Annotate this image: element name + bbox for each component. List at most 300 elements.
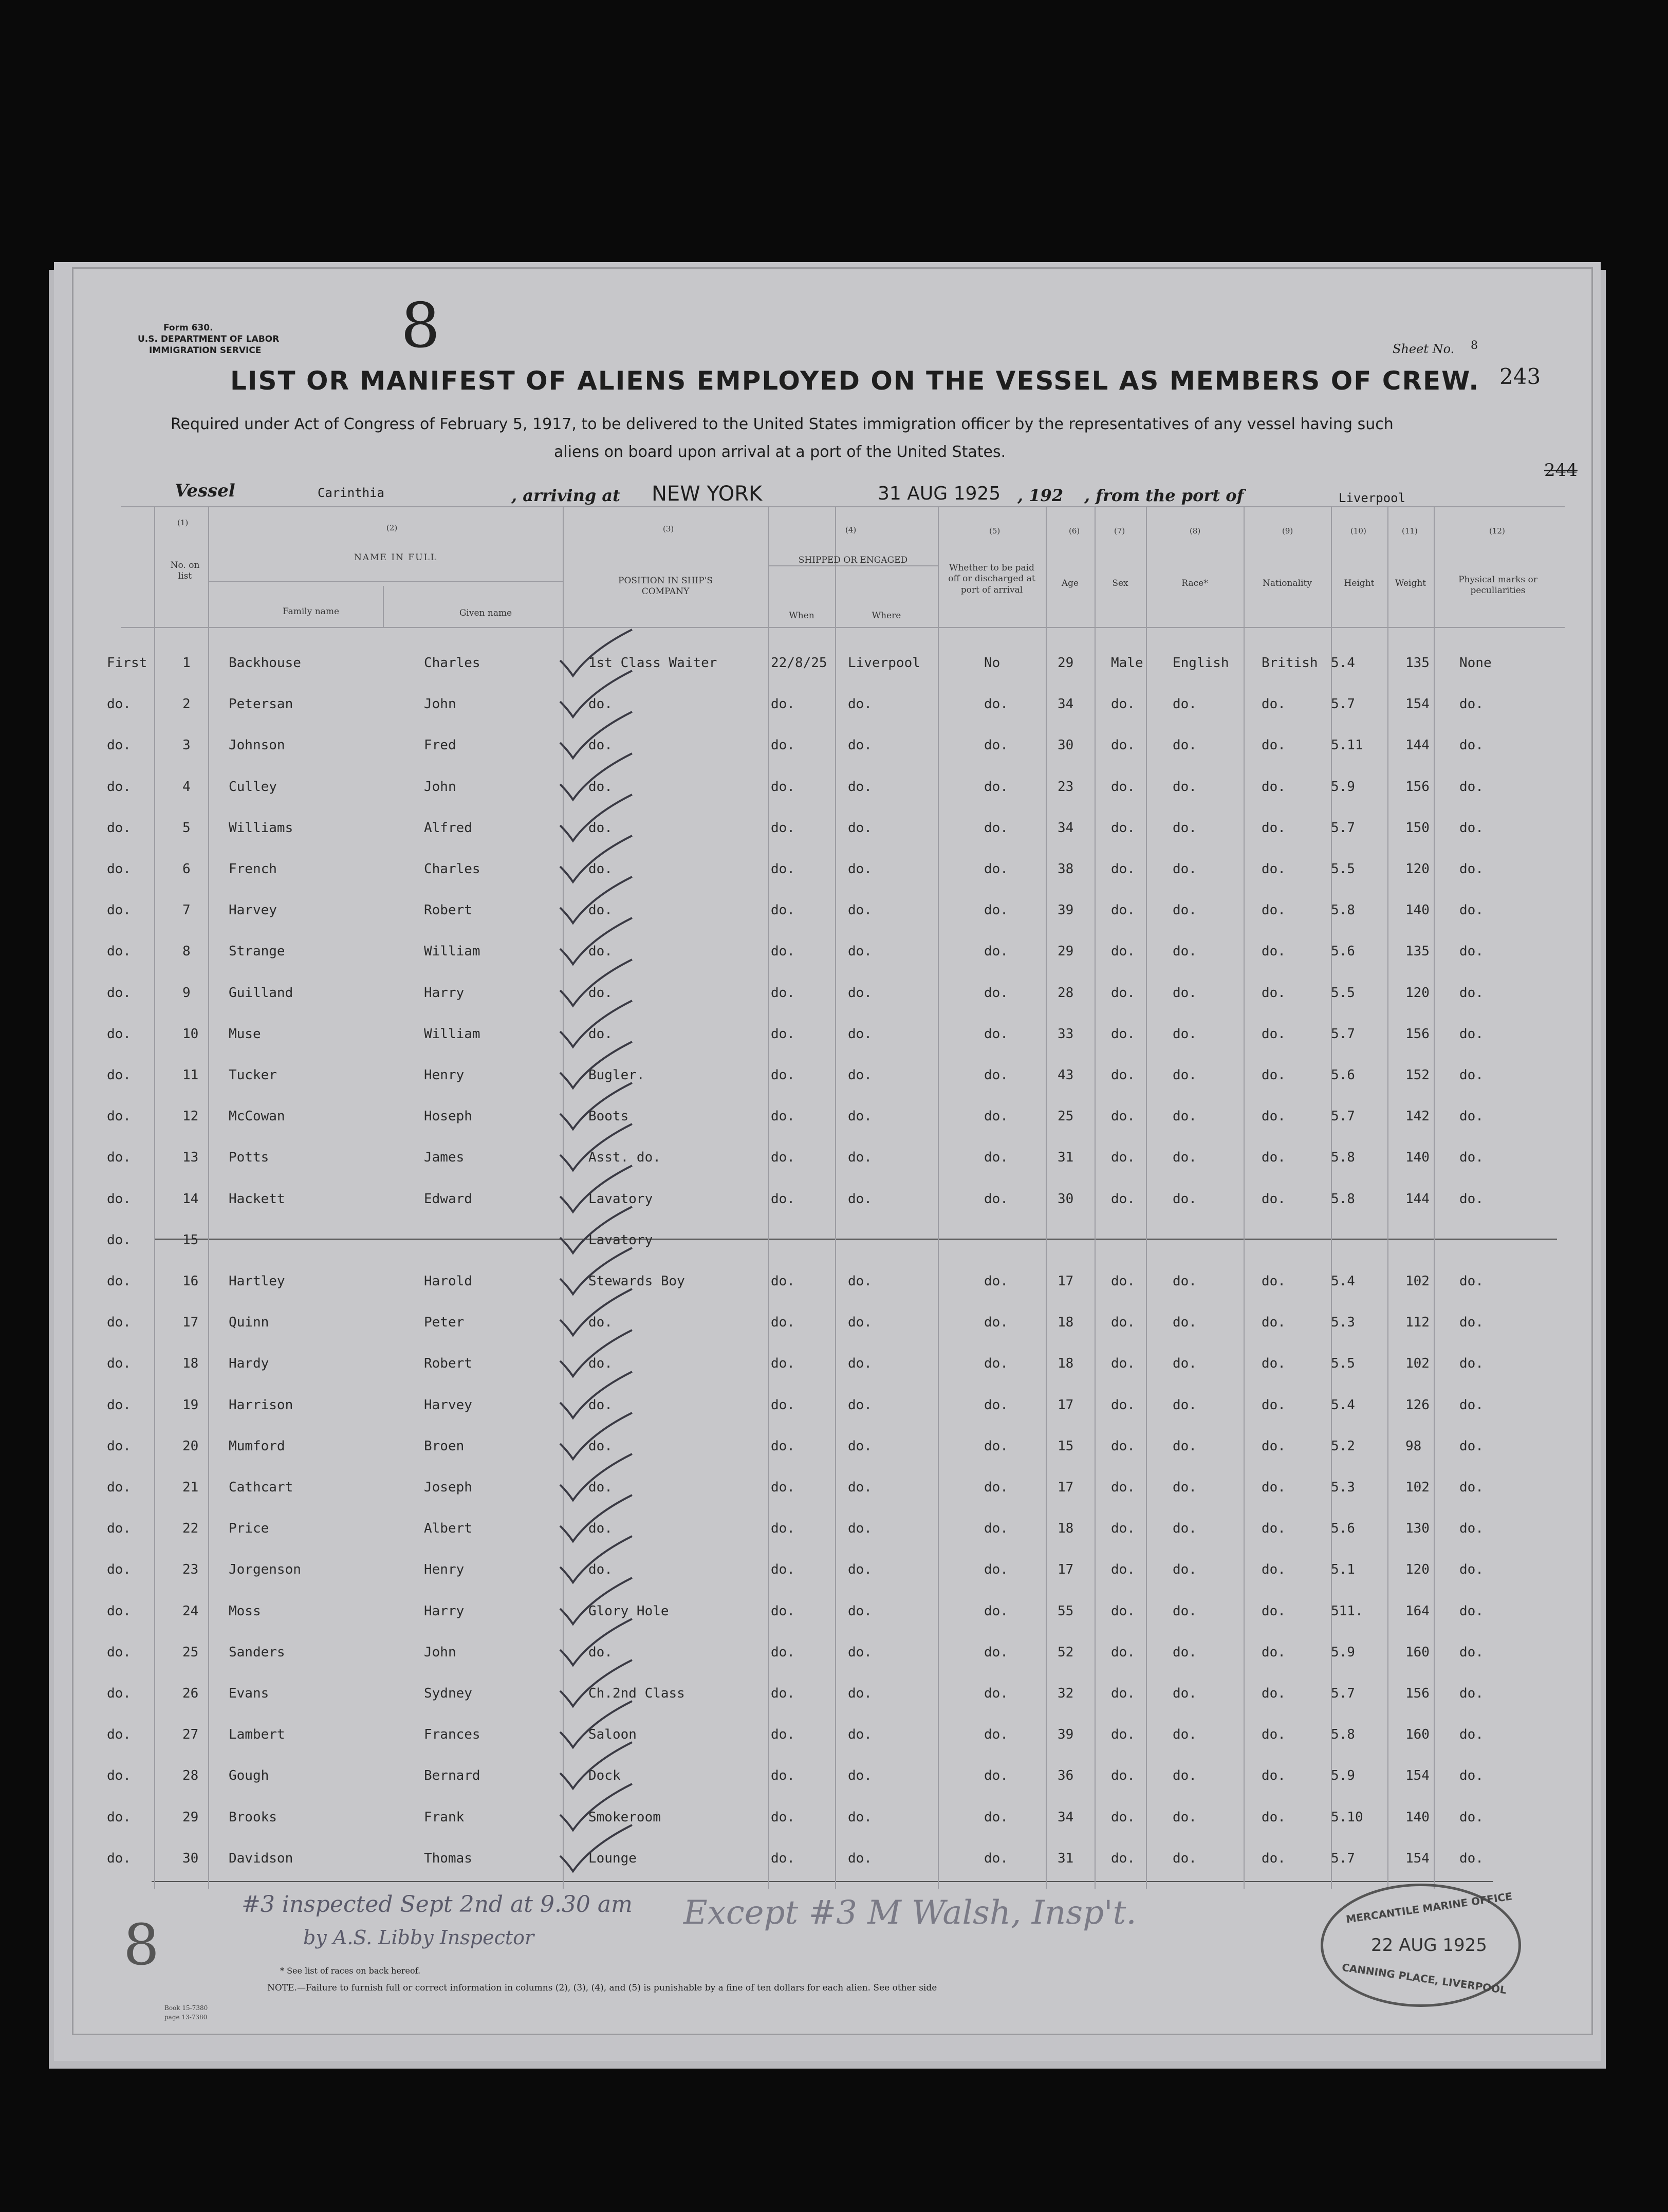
given-name-cell: Broen (424, 1439, 465, 1454)
height-cell: 5.7 (1331, 1109, 1355, 1124)
sex-cell: do. (1111, 944, 1135, 959)
class-cell: do. (107, 1521, 131, 1536)
physical-marks-cell: do. (1459, 1191, 1484, 1207)
class-cell: do. (107, 1768, 131, 1783)
no-cell: 17 (182, 1315, 199, 1330)
position-cell: Lavatory (588, 1191, 653, 1207)
no-cell: 27 (182, 1727, 199, 1742)
height-cell: 5.10 (1331, 1810, 1363, 1825)
age-cell: 15 (1058, 1439, 1074, 1454)
engaged-where-cell: do. (848, 1150, 872, 1165)
no-cell: 18 (182, 1356, 199, 1371)
engaged-when-cell: do. (771, 1191, 795, 1207)
race-cell: do. (1173, 779, 1197, 795)
no-cell: 10 (182, 1026, 199, 1042)
given-name-cell: Harry (424, 985, 465, 1001)
age-cell: 18 (1058, 1315, 1074, 1330)
header-family-name: Family name (282, 606, 340, 617)
age-cell: 34 (1058, 696, 1074, 712)
colnum-7: (7) (1114, 526, 1125, 536)
family-name-cell: Evans (229, 1686, 269, 1701)
family-name-cell: Hackett (229, 1191, 285, 1207)
no-cell: 29 (182, 1810, 199, 1825)
engaged-when-cell: do. (771, 1603, 795, 1619)
page-number: 243 (1499, 364, 1541, 389)
position-cell: Stewards Boy (588, 1274, 685, 1289)
engaged-where-cell: do. (848, 779, 872, 795)
paid-off-cell: do. (984, 1686, 1008, 1701)
physical-marks-cell: do. (1459, 1603, 1484, 1619)
age-cell: 23 (1058, 779, 1074, 795)
colnum-3: (3) (663, 524, 674, 533)
col-rule (1146, 506, 1147, 1889)
header-nationality: Nationality (1263, 578, 1312, 588)
paid-off-cell: do. (984, 1026, 1008, 1042)
paid-off-cell: do. (984, 1603, 1008, 1619)
family-name-cell: Mumford (229, 1439, 285, 1454)
col-rule (938, 506, 939, 1889)
family-name-cell: Muse (229, 1026, 261, 1042)
col-rule (835, 506, 836, 1889)
height-cell: 5.5 (1331, 985, 1355, 1001)
class-cell: do. (107, 1439, 131, 1454)
family-name-cell: Sanders (229, 1645, 285, 1660)
position-cell: do. (588, 1439, 613, 1454)
nationality-cell: do. (1262, 1315, 1286, 1330)
race-cell: do. (1173, 1356, 1197, 1371)
races-footnote: * See list of races on back hereof. (280, 1966, 421, 1976)
arrival-date-stamp: 31 AUG 1925 (878, 483, 1001, 504)
sex-cell: do. (1111, 1727, 1135, 1742)
engaged-where-cell: do. (848, 944, 872, 959)
weight-cell: 102 (1405, 1274, 1430, 1289)
height-cell: 5.8 (1331, 1191, 1355, 1207)
weight-cell: 154 (1405, 1851, 1430, 1866)
given-name-cell: Alfred (424, 820, 472, 836)
paid-off-cell: do. (984, 1810, 1008, 1825)
weight-cell: 126 (1405, 1397, 1430, 1413)
department-label: U.S. DEPARTMENT OF LABOR (138, 334, 280, 344)
given-name-cell: Thomas (424, 1851, 472, 1866)
weight-cell: 144 (1405, 1191, 1430, 1207)
colnum-5: (5) (989, 526, 1000, 536)
family-name-cell: Johnson (229, 738, 285, 753)
weight-cell: 140 (1405, 1150, 1430, 1165)
nationality-cell: do. (1262, 1356, 1286, 1371)
height-cell: 5.5 (1331, 1356, 1355, 1371)
nationality-cell: do. (1262, 1562, 1286, 1577)
sex-cell: do. (1111, 1480, 1135, 1495)
engaged-when-cell: do. (771, 861, 795, 877)
engaged-when-cell: do. (771, 1274, 795, 1289)
position-cell: do. (588, 1562, 613, 1577)
sheet-label: Sheet No. (1393, 342, 1455, 356)
given-name-cell: John (424, 779, 456, 795)
physical-marks-cell: do. (1459, 696, 1484, 712)
header-sex: Sex (1112, 578, 1128, 588)
age-cell: 52 (1058, 1645, 1074, 1660)
physical-marks-cell: do. (1459, 1727, 1484, 1742)
height-cell: 5.8 (1331, 1150, 1355, 1165)
height-cell: 5.9 (1331, 1645, 1355, 1660)
weight-cell: 102 (1405, 1356, 1430, 1371)
race-cell: do. (1173, 944, 1197, 959)
age-cell: 55 (1058, 1603, 1074, 1619)
weight-cell: 152 (1405, 1067, 1430, 1083)
manifest-title: LIST OR MANIFEST OF ALIENS EMPLOYED ON THE VESSEL AS MEMBERS OF CREW. (230, 366, 1480, 396)
year-label: , 192 (1017, 486, 1064, 505)
sex-cell: do. (1111, 1521, 1135, 1536)
class-cell: First (107, 655, 147, 671)
class-cell: do. (107, 902, 131, 918)
race-cell: do. (1173, 1067, 1197, 1083)
engaged-when-cell: do. (771, 738, 795, 753)
paid-off-cell: do. (984, 1150, 1008, 1165)
no-cell: 15 (182, 1232, 199, 1248)
sex-cell: do. (1111, 902, 1135, 918)
position-cell: Dock (588, 1768, 621, 1783)
class-cell: do. (107, 1810, 131, 1825)
given-name-cell: Robert (424, 902, 472, 918)
engaged-where-cell: do. (848, 1026, 872, 1042)
age-cell: 30 (1058, 738, 1074, 753)
family-name-cell: Williams (229, 820, 293, 836)
nationality-cell: do. (1262, 944, 1286, 959)
race-cell: do. (1173, 1191, 1197, 1207)
no-cell: 6 (182, 861, 191, 877)
height-cell: 5.1 (1331, 1562, 1355, 1577)
colnum-9: (9) (1282, 526, 1293, 536)
header-given-name: Given name (459, 608, 512, 618)
no-cell: 13 (182, 1150, 199, 1165)
no-cell: 14 (182, 1191, 199, 1207)
family-name-cell: Harrison (229, 1397, 293, 1413)
engaged-where-cell: do. (848, 1315, 872, 1330)
weight-cell: 142 (1405, 1109, 1430, 1124)
height-cell: 5.7 (1331, 696, 1355, 712)
sex-cell: do. (1111, 1274, 1135, 1289)
race-cell: do. (1173, 696, 1197, 712)
vessel-name: Carinthia (318, 486, 385, 500)
position-cell: Smokeroom (588, 1810, 661, 1825)
weight-cell: 120 (1405, 985, 1430, 1001)
sex-cell: do. (1111, 1439, 1135, 1454)
age-cell: 36 (1058, 1768, 1074, 1783)
nationality-cell: do. (1262, 1686, 1286, 1701)
height-cell: 5.6 (1331, 944, 1355, 959)
nationality-cell: do. (1262, 696, 1286, 712)
race-cell: do. (1173, 1397, 1197, 1413)
engaged-where-cell: do. (848, 1603, 872, 1619)
age-cell: 17 (1058, 1562, 1074, 1577)
stamp-bottom-text: CANNING PLACE, LIVERPOOL (1341, 1961, 1508, 1997)
paid-off-cell: do. (984, 1274, 1008, 1289)
col-rule (1244, 506, 1245, 1889)
height-cell: 5.2 (1331, 1439, 1355, 1454)
header-weight: Weight (1395, 578, 1426, 588)
family-name-cell: Hardy (229, 1356, 269, 1371)
family-name-cell: Price (229, 1521, 269, 1536)
race-cell: do. (1173, 1810, 1197, 1825)
position-cell: Glory Hole (588, 1603, 669, 1619)
handwritten-sheet-mark: 8 (401, 290, 440, 362)
height-cell: 5.7 (1331, 1851, 1355, 1866)
no-cell: 7 (182, 902, 191, 918)
sex-cell: do. (1111, 1315, 1135, 1330)
sex-cell: Male (1111, 655, 1143, 671)
position-cell: do. (588, 944, 613, 959)
colnum-4: (4) (845, 525, 857, 534)
engaged-where-cell: do. (848, 738, 872, 753)
engaged-when-cell: do. (771, 696, 795, 712)
engaged-when-cell: do. (771, 902, 795, 918)
nationality-cell: do. (1262, 1810, 1286, 1825)
nationality-cell: do. (1262, 1150, 1286, 1165)
age-cell: 17 (1058, 1274, 1074, 1289)
nationality-cell: do. (1262, 779, 1286, 795)
given-name-cell: William (424, 1026, 480, 1042)
engaged-where-cell: do. (848, 1109, 872, 1124)
class-cell: do. (107, 1232, 131, 1248)
nationality-cell: do. (1262, 1480, 1286, 1495)
physical-marks-cell: do. (1459, 1768, 1484, 1783)
col-rule (1095, 506, 1096, 1889)
engaged-when-cell: do. (771, 1686, 795, 1701)
position-cell: Asst. do. (588, 1150, 661, 1165)
nationality-cell: do. (1262, 1851, 1286, 1866)
height-cell: 5.4 (1331, 655, 1355, 671)
height-cell: 5.7 (1331, 1026, 1355, 1042)
engaged-where-cell: Liverpool (848, 655, 920, 671)
physical-marks-cell: do. (1459, 738, 1484, 753)
age-cell: 29 (1058, 655, 1074, 671)
no-cell: 9 (182, 985, 191, 1001)
height-cell: 5.4 (1331, 1274, 1355, 1289)
engaged-when-cell: do. (771, 1439, 795, 1454)
sex-cell: do. (1111, 861, 1135, 877)
sex-cell: do. (1111, 1397, 1135, 1413)
weight-cell: 150 (1405, 820, 1430, 836)
physical-marks-cell: do. (1459, 1810, 1484, 1825)
stamp-top-text: MERCANTILE MARINE OFFICE (1345, 1890, 1513, 1926)
weight-cell: 120 (1405, 861, 1430, 877)
sex-cell: do. (1111, 820, 1135, 836)
weight-cell: 144 (1405, 738, 1430, 753)
race-cell: do. (1173, 1851, 1197, 1866)
position-cell: Lounge (588, 1851, 637, 1866)
class-cell: do. (107, 1191, 131, 1207)
sex-cell: do. (1111, 738, 1135, 753)
family-name-cell: Jorgenson (229, 1562, 301, 1577)
col-rule (208, 506, 209, 1889)
position-cell: do. (588, 779, 613, 795)
handwritten-inspection-note: #3 inspected Sept 2nd at 9.30 am (242, 1891, 633, 1918)
family-name-cell: Lambert (229, 1727, 285, 1742)
nationality-cell: do. (1262, 1521, 1286, 1536)
paid-off-cell: do. (984, 1109, 1008, 1124)
race-cell: do. (1173, 1480, 1197, 1495)
race-cell: do. (1173, 1274, 1197, 1289)
colnum-10: (10) (1350, 526, 1366, 536)
class-cell: do. (107, 1274, 131, 1289)
paid-off-cell: do. (984, 1356, 1008, 1371)
age-cell: 33 (1058, 1026, 1074, 1042)
nationality-cell: do. (1262, 1727, 1286, 1742)
sex-cell: do. (1111, 1356, 1135, 1371)
weight-cell: 140 (1405, 902, 1430, 918)
nationality-cell: do. (1262, 738, 1286, 753)
family-name-cell: French (229, 861, 277, 877)
age-cell: 28 (1058, 985, 1074, 1001)
weight-cell: 140 (1405, 1810, 1430, 1825)
height-cell: 5.3 (1331, 1480, 1355, 1495)
given-name-cell: John (424, 1645, 456, 1660)
given-name-cell: William (424, 944, 480, 959)
engaged-when-cell: do. (771, 944, 795, 959)
paid-off-cell: do. (984, 1067, 1008, 1083)
service-label: IMMIGRATION SERVICE (149, 345, 262, 356)
engaged-when-cell: do. (771, 1315, 795, 1330)
no-cell: 25 (182, 1645, 199, 1660)
age-cell: 39 (1058, 1727, 1074, 1742)
weight-cell: 102 (1405, 1480, 1430, 1495)
position-cell: do. (588, 1645, 613, 1660)
given-name-cell: Henry (424, 1067, 465, 1083)
position-cell: do. (588, 1521, 613, 1536)
sex-cell: do. (1111, 1109, 1135, 1124)
race-cell: do. (1173, 1645, 1197, 1660)
nationality-cell: do. (1262, 985, 1286, 1001)
race-cell: do. (1173, 1109, 1197, 1124)
physical-marks-cell: do. (1459, 779, 1484, 795)
sex-cell: do. (1111, 1562, 1135, 1577)
sex-cell: do. (1111, 1768, 1135, 1783)
paid-off-cell: do. (984, 1315, 1008, 1330)
race-cell: do. (1173, 1562, 1197, 1577)
sex-cell: do. (1111, 1603, 1135, 1619)
engaged-when-cell: do. (771, 1150, 795, 1165)
engaged-when-cell: do. (771, 820, 795, 836)
given-name-cell: Charles (424, 861, 480, 877)
nationality-cell: do. (1262, 1397, 1286, 1413)
no-cell: 8 (182, 944, 191, 959)
class-cell: do. (107, 779, 131, 795)
colnum-1: (1) (177, 518, 189, 527)
height-cell: 5.3 (1331, 1315, 1355, 1330)
position-cell: Boots (588, 1109, 629, 1124)
position-cell: do. (588, 1315, 613, 1330)
age-cell: 31 (1058, 1851, 1074, 1866)
colnum-11: (11) (1402, 526, 1418, 536)
physical-marks-cell: do. (1459, 1150, 1484, 1165)
physical-marks-cell: do. (1459, 1356, 1484, 1371)
no-cell: 24 (182, 1603, 199, 1619)
family-name-cell: Brooks (229, 1810, 277, 1825)
engaged-where-cell: do. (848, 1067, 872, 1083)
engaged-when-cell: do. (771, 1397, 795, 1413)
class-cell: do. (107, 1727, 131, 1742)
given-name-cell: Albert (424, 1521, 472, 1536)
age-cell: 29 (1058, 944, 1074, 959)
class-cell: do. (107, 1397, 131, 1413)
paid-off-cell: do. (984, 696, 1008, 712)
engaged-when-cell: do. (771, 1356, 795, 1371)
header-height: Height (1344, 578, 1375, 588)
given-name-cell: Bernard (424, 1768, 480, 1783)
engaged-when-cell: do. (771, 985, 795, 1001)
penalty-note: NOTE.—Failure to furnish full or correct information in columns (2), (3), (4), and (5) is punishable by a fine of ten dollars for each alien. See other side (267, 1983, 937, 1993)
engaged-when-cell: do. (771, 1109, 795, 1124)
family-name-cell: Moss (229, 1603, 261, 1619)
no-cell: 30 (182, 1851, 199, 1866)
given-name-cell: Robert (424, 1356, 472, 1371)
height-cell: 5.8 (1331, 902, 1355, 918)
weight-cell: 160 (1405, 1645, 1430, 1660)
no-cell: 3 (182, 738, 191, 753)
height-cell: 5.9 (1331, 1768, 1355, 1783)
from-port-label: , from the port of (1084, 486, 1244, 505)
paid-off-cell: do. (984, 779, 1008, 795)
physical-marks-cell: do. (1459, 1067, 1484, 1083)
engaged-when-cell: do. (771, 1480, 795, 1495)
family-name-cell: Quinn (229, 1315, 269, 1330)
header-where: Where (872, 611, 901, 621)
header-physical-marks: Physical marks or peculiarities (1458, 575, 1537, 596)
weight-cell: 135 (1405, 944, 1430, 959)
no-cell: 11 (182, 1067, 199, 1083)
engaged-when-cell: do. (771, 779, 795, 795)
class-cell: do. (107, 1026, 131, 1042)
class-cell: do. (107, 696, 131, 712)
no-cell: 26 (182, 1686, 199, 1701)
race-cell: English (1173, 655, 1229, 671)
engaged-where-cell: do. (848, 1191, 872, 1207)
sheet-number: 8 (1471, 339, 1478, 352)
position-cell: do. (588, 902, 613, 918)
sex-cell: do. (1111, 696, 1135, 712)
handwritten-except-note: Except #3 M Walsh, Insp't. (683, 1894, 1137, 1932)
engaged-where-cell: do. (848, 696, 872, 712)
engaged-where-cell: do. (848, 1768, 872, 1783)
physical-marks-cell: do. (1459, 985, 1484, 1001)
paid-off-cell: do. (984, 1768, 1008, 1783)
position-cell: do. (588, 738, 613, 753)
position-cell: do. (588, 861, 613, 877)
race-cell: do. (1173, 985, 1197, 1001)
nationality-cell: do. (1262, 1191, 1286, 1207)
age-cell: 39 (1058, 902, 1074, 918)
class-cell: do. (107, 1356, 131, 1371)
paid-off-cell: do. (984, 1439, 1008, 1454)
no-cell: 21 (182, 1480, 199, 1495)
position-cell: Saloon (588, 1727, 637, 1742)
colnum-8: (8) (1190, 526, 1201, 536)
height-cell: 5.4 (1331, 1397, 1355, 1413)
sex-cell: do. (1111, 1810, 1135, 1825)
col-rule (768, 506, 769, 1889)
sex-cell: do. (1111, 1851, 1135, 1866)
class-cell: do. (107, 1851, 131, 1866)
engaged-when-cell: do. (771, 1562, 795, 1577)
family-name-cell: Gough (229, 1768, 269, 1783)
nationality-cell: do. (1262, 1067, 1286, 1083)
race-cell: do. (1173, 1150, 1197, 1165)
no-cell: 20 (182, 1439, 199, 1454)
family-name-cell: Cathcart (229, 1480, 293, 1495)
sex-cell: do. (1111, 1686, 1135, 1701)
header-name-in-full: NAME IN FULL (354, 552, 438, 563)
header-rule (121, 506, 1565, 507)
